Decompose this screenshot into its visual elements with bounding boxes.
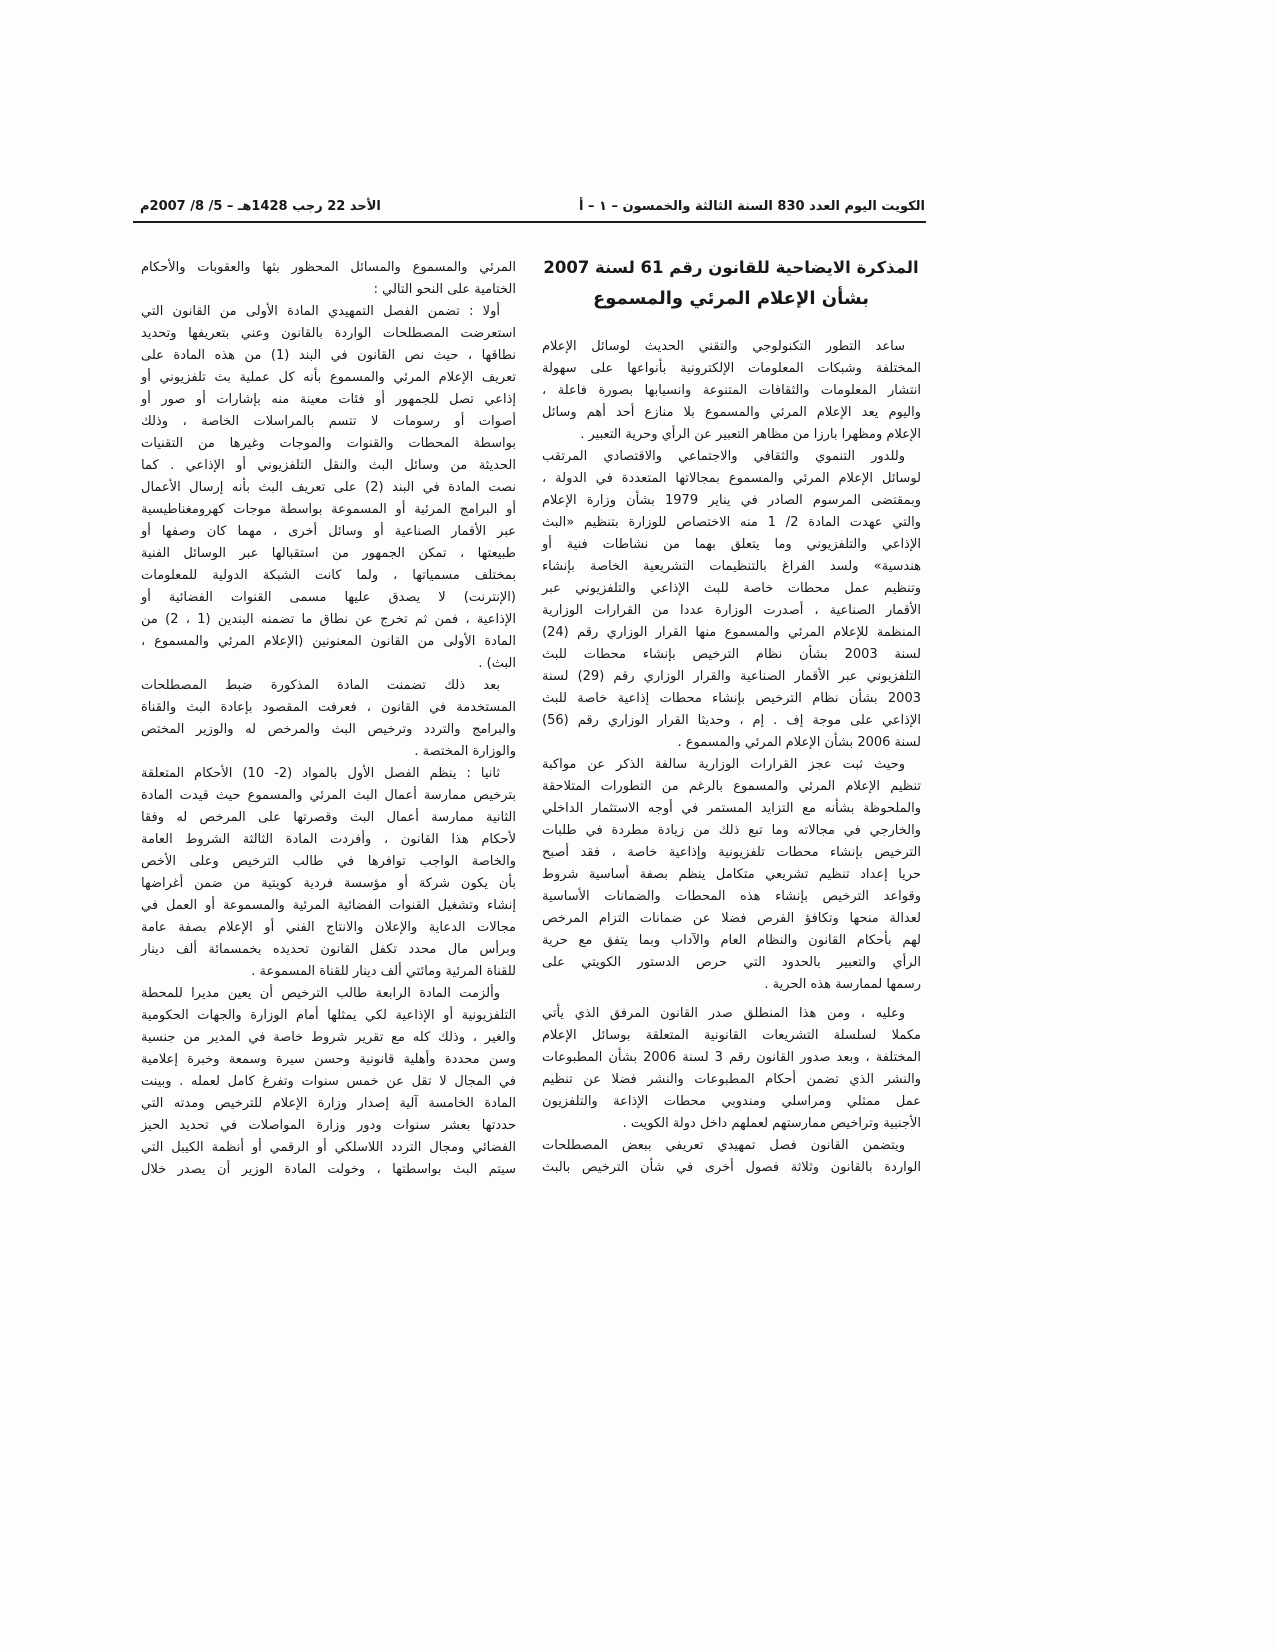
text-line: وبمقتضى المرسوم الصادر في يناير 1979 بشأن وزارة الإعلام <box>542 493 921 508</box>
header-rule <box>133 221 926 223</box>
text-line: تعريف الإعلام المرئي والمسموع بأنه كل عملية بث تلفزيوني أو <box>141 370 516 385</box>
text-line: الفضائي ومجال التردد اللاسلكي أو الرقمي أو أنظمة الكيبل التي <box>141 1140 516 1155</box>
text-line: مكملا لسلسلة التشريعات القانونية المتعلقة بوسائل الإعلام <box>542 1028 921 1043</box>
text-line: الإعلام ومظهرا بارزا من مظاهر التعبير عن الرأي وحرية التعبير . <box>580 427 921 442</box>
text-line: لسنة 2003 بشأن نظام الترخيص بإنشاء محطات للبث <box>542 647 921 662</box>
text-line: المختلفة وشبكات المعلومات الإلكترونية بأنواعها على سهولة <box>542 361 921 376</box>
text-line: الإذاعي على موجة إف . إم ، وحديثا القرار الوزاري رقم (56) <box>542 713 921 728</box>
text-line: والنشر الذي تضمن أحكام المطبوعات والنشر فضلا عن تنظيم <box>542 1072 921 1087</box>
text-line: سيتم البث بواسطتها ، وخولت المادة الوزير أن يصدر خلال <box>141 1162 516 1177</box>
text-line: المرئي والمسموع والمسائل المحظور بثها والعقوبات والأحكام <box>141 260 516 275</box>
text-line: أصوات أو رسومات لا تتسم بالمراسلات الخاصة ، وذلك <box>141 414 516 429</box>
text-line: والبرامج والتردد وترخيص البث والمرخص له والوزير المختص <box>141 722 516 737</box>
text-line: المادة الأولى من القانون المعنونين (الإعلام المرئي والمسموع ، <box>141 634 516 649</box>
text-line: تنظيم الإعلام المرئي والمسموع بالرغم من التطورات المتلاحقة <box>542 779 921 794</box>
text-line: 2003 بشأن نظام الترخيص بإنشاء محطات إذاعية خاصة للبث <box>542 691 921 706</box>
text-line: (الإنترنت) لا يصدق عليها مسمى القنوات الفضائية أو <box>141 590 516 605</box>
text-line: وتنظيم عمل محطات خاصة للبث الإذاعي والتلفزيوني عبر <box>542 581 921 596</box>
text-line: الرأي والتعبير بالحدود التي حرص الدستور الكويتي على <box>542 955 921 970</box>
text-line: وبرأس مال محدد تكفل القانون تحديده بخمسمائة ألف دينار <box>141 942 516 957</box>
text-line: الحديثة من وسائل البث والنقل التلفزيوني أو الإذاعي . كما <box>141 458 516 473</box>
text-line: بأن يكون شركة أو مؤسسة فردية كويتية من ضمن أغراضها <box>141 876 516 891</box>
paragraph <box>541 336 921 446</box>
text-line: والغير ، وذلك كله مع تقرير شروط خاصة في المدير من جنسية <box>141 1030 516 1045</box>
text-line: الأجنبية وتراخيص ممارستهم لعملهم داخل دولة الكويت . <box>622 1116 921 1131</box>
text-line: وسن محددة وأهلية قانونية وحسن سيرة وسمعة وخبرة إعلامية <box>141 1052 516 1067</box>
text-line: عمل ممثلي ومراسلي ومندوبي محطات الإذاعة والتلفزيون <box>542 1094 921 1109</box>
paragraph <box>140 301 516 675</box>
text-line: بواسطة المحطات والقنوات والموجات وغيرها من التقنيات <box>141 436 516 451</box>
text-line: المنظمة للإعلام المرئي والمسموع منها القرار الوزاري رقم (24) <box>542 625 921 640</box>
text-line: الأقمار الصناعية ، أصدرت الوزارة عددا من القرارات الوزارية <box>542 603 921 618</box>
title-line-2: بشأن الإعلام المرئي والمسموع <box>592 288 870 309</box>
paragraph <box>140 763 516 983</box>
text-line: لهم بأحكام القانون والنظام العام والآداب وبما يتفق مع حرية <box>542 933 921 948</box>
text-line: وقواعد الترخيص بإنشاء هذه المحطات والضمانات الأساسية <box>542 889 921 904</box>
text-line: إنشاء وتشغيل القنوات الفضائية المرئية والمسموعة أو العمل في <box>141 898 516 913</box>
title-line-1: المذكرة الايضاحية للقانون رقم 61 لسنة 2007 <box>543 258 919 277</box>
text-line: وحيث ثبت عجز القرارات الوزارية سالفة الذكر عن مواكبة <box>542 757 905 772</box>
text-line: رسمها لممارسة هذه الحرية . <box>764 977 921 992</box>
text-line: استعرضت المصطلحات الواردة بالقانون وعني بتعريفها وتحديد <box>141 326 516 341</box>
header-issue-line: الكويت اليوم العدد 830 السنة الثالثة والخمسون – ١ – أ <box>578 199 925 214</box>
left-column <box>140 257 516 1181</box>
text-line: أو البرامج المرئية أو المسموعة بواسطة موجات كهرومغناطيسية <box>141 502 516 517</box>
text-line: بترخيص ممارسة أعمال البث المرئي والمسموع حيث قيدت المادة <box>141 788 516 803</box>
text-line: عبر الأقمار الصناعية أو وسائل أخرى ، مهما كان وصفها أو <box>141 524 516 539</box>
text-line: ساعد التطور التكنولوجي والتقني الحديث لوسائل الإعلام <box>542 339 905 354</box>
text-line: إذاعي تصل للجمهور أو فئات معينة منه بإشارات أو صور أو <box>141 392 516 407</box>
text-line: المختلفة ، وبعد صدور القانون رقم 3 لسنة 2006 بشأن المطبوعات <box>542 1050 921 1065</box>
paragraph <box>541 754 921 996</box>
text-line: وللدور التنموي والثقافي والاجتماعي والاقتصادي المرتقب <box>542 449 905 464</box>
text-line: في المجال لا تقل عن خمس سنوات وتفرغ كامل لعمله . وبينت <box>141 1074 516 1089</box>
text-line: حددتها بعشر سنوات ودور وزارة المواصلات في تحديد الحيز <box>141 1118 516 1133</box>
text-line: وألزمت المادة الرابعة طالب الترخيص أن يعين مديرا للمحطة <box>141 986 500 1001</box>
text-line: انتشار المعلومات والثقافات المتنوعة وانسيابها بصورة فاعلة ، <box>542 383 921 398</box>
paragraph <box>541 1003 921 1135</box>
text-line: لسنة 2006 بشأن الإعلام المرئي والمسموع . <box>677 735 921 750</box>
text-line: وعليه ، ومن هذا المنطلق صدر القانون المرفق الذي يأتي <box>542 1006 905 1021</box>
text-line: التلفزيونية أو الإذاعية لكي يمثلها أمام الوزارة والجهات الحكومية <box>141 1008 516 1023</box>
paragraph <box>140 257 516 301</box>
paragraph <box>140 675 516 763</box>
text-line: لعدالة منحها وتكافؤ الفرص فضلا عن ضمانات التزام المرخص <box>542 911 921 926</box>
text-line: نطاقها ، حيث نص القانون في البند (1) من هذه المادة على <box>140 348 516 363</box>
text-line: لأحكام هذا القانون ، وأفردت المادة الثالثة الشروط العامة <box>141 832 516 847</box>
text-line: الواردة بالقانون وثلاثة فصول أخرى في شأن الترخيص بالبث <box>542 1160 921 1175</box>
text-line: المستخدمة في القانون ، فعرفت المقصود بإعادة البث والقناة <box>141 700 516 715</box>
text-line: البث) . <box>478 656 516 671</box>
text-line: ثانيا : ينظم الفصل الأول بالمواد (2- 10) الأحكام المتعلقة <box>140 766 500 781</box>
text-line: الختامية على النحو التالي : <box>373 282 516 297</box>
text-line: والخاصة الواجب توافرها في طالب الترخيص وعلى الأخص <box>141 854 516 869</box>
header-date-line: الأحد 22 رجب 1428هـ – 5/ 8/ 2007م <box>140 199 381 214</box>
text-line: والملحوظة بشأنه مع التزايد المستمر في أوجه الاستثمار الداخلي <box>542 801 921 816</box>
text-line: مجالات الدعاية والإعلان والانتاج الفني أو الإعلام بصفة عامة <box>141 920 516 935</box>
text-line: بعد ذلك تضمنت المادة المذكورة ضبط المصطلحات <box>141 678 500 693</box>
text-line: بمختلف مسمياتها ، ولما كانت الشبكة الدولية للمعلومات <box>141 568 516 583</box>
text-line: والوزارة المختصة . <box>414 744 516 759</box>
text-line: للقناة المرئية ومائتي ألف دينار للقناة المسموعة . <box>251 964 516 979</box>
paragraph <box>140 983 516 1181</box>
right-column <box>541 336 921 1179</box>
text-line: ويتضمن القانون فصل تمهيدي تعريفي ببعض المصطلحات <box>542 1138 905 1153</box>
text-line: حريا إعداد تنظيم تشريعي متكامل ينظم بصفة أساسية شروط <box>542 867 921 882</box>
text-line: طبيعتها ، تمكن الجمهور من استقبالها عبر الوسائل الفنية <box>141 546 516 561</box>
text-line: هندسية» ولسد الفراغ بالتنظيمات التشريعية الخاصة بإنشاء <box>542 559 921 574</box>
text-line: والخارجي في مجالاته وما تبع ذلك من زيادة مطردة في طلبات <box>542 823 921 838</box>
text-line: الثانية ممارسة أعمال البث وقصرتها على المرخص له وفقا <box>141 810 516 825</box>
text-line: التلفزيوني عبر الأقمار الصناعية والقرار الوزاري رقم (29) لسنة <box>541 669 921 684</box>
text-line: المادة الخامسة آلية إصدار وزارة الإعلام للترخيص ومدته التي <box>141 1096 516 1111</box>
text-line: الترخيص بإنشاء محطات تلفزيونية وإذاعية خاصة ، فقد أصبح <box>542 845 921 860</box>
text-line: والتي عهدت المادة 2/ 1 منه الاختصاص للوزارة بتنظيم «البث <box>541 515 921 530</box>
text-line: واليوم يعد الإعلام المرئي والمسموع بلا منازع أحد أهم وسائل <box>542 405 921 420</box>
text-line: الإذاعي والتلفزيوني وما يتعلق بهما من نشاطات فنية أو <box>542 537 921 552</box>
paragraph <box>541 446 921 754</box>
text-line: لوسائل الإعلام المرئي والمسموع بمجالاتها المتعددة في الدولة ، <box>542 471 921 486</box>
text-line: الإذاعية ، فمن ثم تخرج عن نطاق ما تضمنه البندين (1 ، 2) من <box>141 612 516 627</box>
text-line: أولا : تضمن الفصل التمهيدي المادة الأولى من القانون التي <box>141 304 500 319</box>
paragraph <box>541 1135 921 1179</box>
text-line: نصت المادة في البند (2) على تعريف البث بأنه إرسال الأعمال <box>141 480 516 495</box>
memo-title <box>541 252 921 314</box>
